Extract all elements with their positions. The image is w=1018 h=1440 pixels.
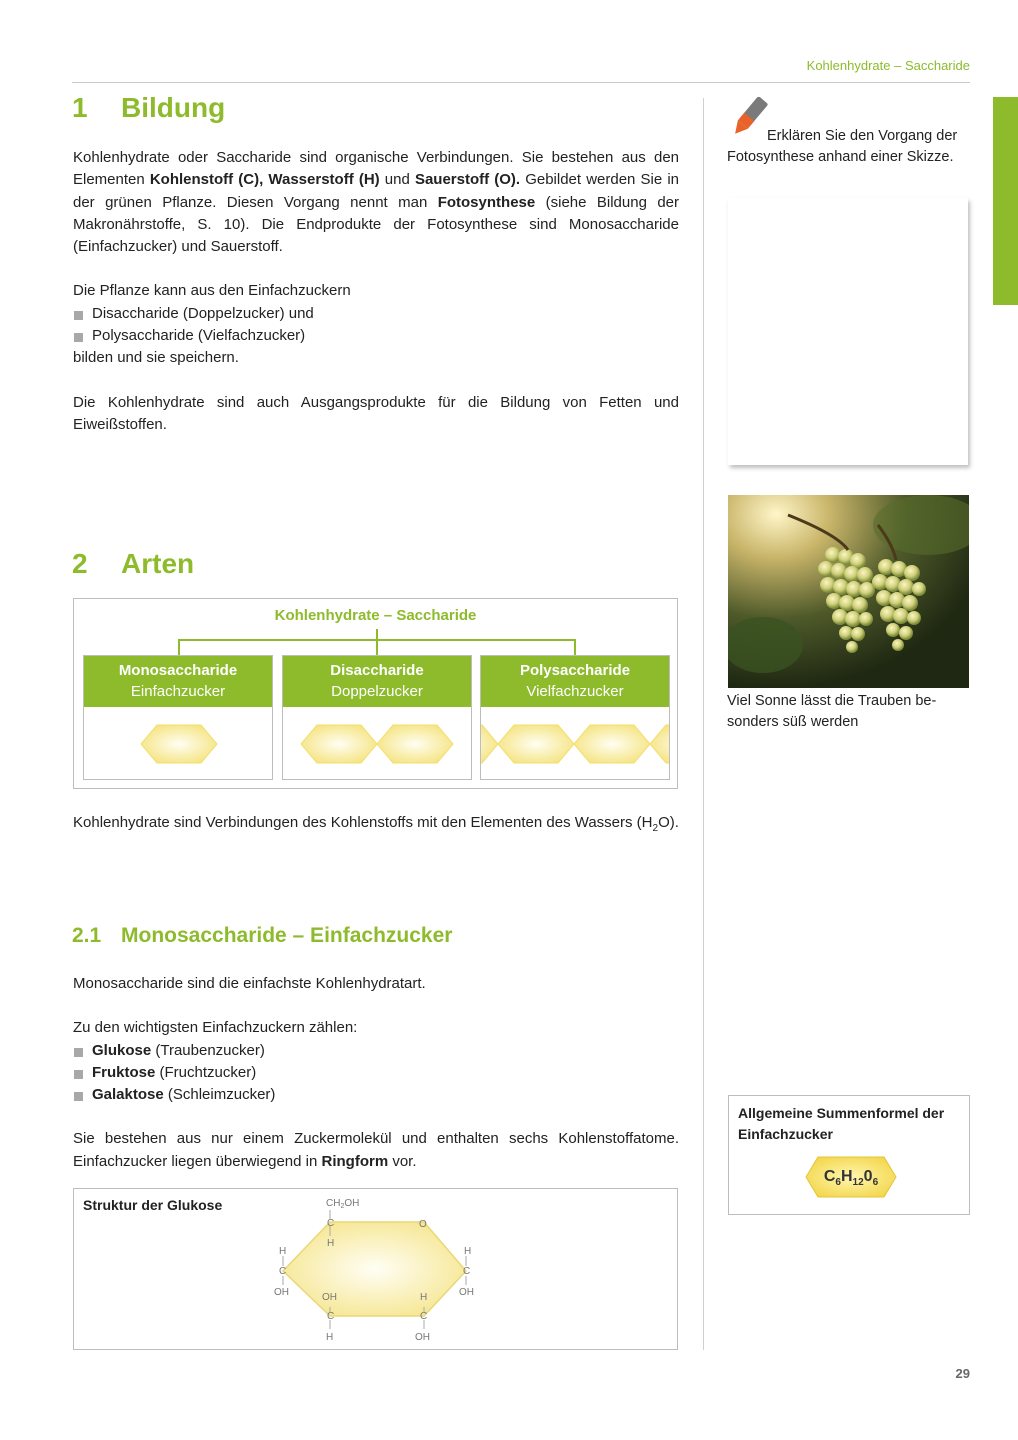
section-number: 1	[72, 92, 88, 123]
grapes-photo	[728, 495, 969, 688]
section-1-heading	[72, 92, 225, 124]
label-h: H	[464, 1246, 472, 1257]
label-c: C	[463, 1266, 471, 1277]
box-header: Disaccharide Doppelzucker	[283, 656, 471, 707]
section-2-1-body	[73, 973, 679, 1173]
disaccharide-box	[282, 655, 472, 780]
label-o: O	[419, 1219, 427, 1230]
paragraph: bilden und sie speichern.	[73, 349, 239, 367]
glucose-ring-diagram	[74, 1189, 677, 1349]
connector-line	[376, 629, 378, 639]
section-2-body	[73, 812, 679, 840]
label-c: C	[279, 1266, 287, 1277]
label-c: C	[327, 1311, 335, 1322]
paragraph: Kohlenhydrate sind Verbindungen des Kohlenstoffs mit den Elementen des Wassers $(H_2O)$.	[73, 814, 679, 834]
running-head: Kohlenhydrate – Saccharide	[806, 58, 970, 73]
monosaccharide-box	[83, 655, 273, 780]
saccharide-types-diagram	[73, 598, 678, 789]
label-h: H	[327, 1238, 335, 1249]
section-title: Arten	[121, 548, 195, 579]
label-c: C	[327, 1218, 335, 1229]
paragraph: Sie bestehen aus nur einem Zuckermolekül und enthalten sechs Kohlenstoffatome. Einfachzucker liegen überwiegend in Ringform vor.	[73, 1130, 679, 1170]
paragraph: Zu den wichtigsten Einfachzuckern zählen:	[73, 1019, 358, 1037]
section-title: Monosaccharide – Einfachzucker	[121, 924, 453, 947]
label-ch2oh: $CH_2OH$	[326, 1198, 360, 1210]
box-header: Monosaccharide Einfachzucker	[84, 656, 272, 707]
label-oh: OH	[322, 1292, 337, 1303]
label-c: C	[420, 1311, 428, 1322]
polysaccharide-box	[480, 655, 670, 780]
paragraph: Monosaccharide sind die einfachste Kohlenhydratart.	[73, 975, 426, 992]
bullet-list	[73, 303, 679, 348]
box-header: Polysaccharide Vielfachzucker	[481, 656, 669, 707]
glucose-structure-box	[73, 1188, 678, 1350]
sketch-area[interactable]	[728, 198, 968, 465]
column-divider	[703, 98, 704, 1350]
multi-hexagon-icon	[481, 707, 670, 780]
section-1-body	[73, 147, 679, 436]
paragraph: Die Kohlenhydrate sind auch Ausgangsprodukte für die Bildung von Fetten und Eiweißstoffen.	[73, 393, 679, 433]
section-title: Bildung	[121, 92, 226, 123]
label-oh: OH	[459, 1287, 474, 1298]
label-oh: OH	[274, 1287, 289, 1298]
section-number: 2	[72, 548, 88, 579]
grapes-image	[728, 495, 969, 688]
label-h: H	[279, 1246, 287, 1257]
list-item: Fruktose (Fruchtzucker)	[73, 1062, 679, 1084]
formula-title: Allgemeine Summenformel der Einfachzucker	[738, 1105, 945, 1142]
label-h: H	[420, 1292, 428, 1303]
connector-line	[178, 639, 180, 655]
paragraph: Die Pflanze kann aus den Einfachzuckern	[73, 282, 351, 300]
paragraph: Kohlenhydrate oder Saccharide sind organische Verbindungen. Sie bestehen aus den Elementen Kohlenstoff (C), Wasserstoff (H) und Sauerstoff (O). Gebildet werden Sie in der grünen Pflanze. Diesen Vorgang nennt man Fotosynthese (siehe Bildung der Makronährstoffe, S. 10). Die Endprodukte der Fotosynthese sind Monosaccharide (Einfachzucker) und Sauerstoff.	[73, 149, 679, 256]
connector-line	[376, 639, 378, 655]
header-rule	[72, 82, 970, 83]
bullet-list	[73, 1040, 679, 1107]
glucose-formula: $C_6H_{12}0_6$	[823, 1168, 879, 1189]
connector-line	[574, 639, 576, 655]
diagram-title: Kohlenhydrate – Saccharide	[274, 607, 477, 624]
double-hexagon-icon	[283, 707, 472, 780]
list-item: Disaccharide (Doppelzucker) und	[73, 303, 679, 325]
glucose-title: Struktur der Glukose	[83, 1197, 223, 1213]
label-oh: OH	[415, 1332, 430, 1343]
page-number: 29	[955, 1366, 970, 1381]
photo-caption: Viel Sonne lässt die Trauben besonders süß werden	[727, 693, 937, 730]
list-item: Galaktose (Schleimzucker)	[73, 1084, 679, 1106]
list-item: Glukose (Traubenzucker)	[73, 1040, 679, 1062]
section-2-heading	[72, 548, 194, 580]
single-hexagon-icon	[84, 707, 273, 780]
chapter-tab-marker	[993, 97, 1018, 305]
label-h: H	[326, 1332, 334, 1343]
section-2-1-heading	[72, 924, 452, 948]
task-text: Erklären Sie den Vorgang der Fotosynthese anhand einer Skizze.	[727, 128, 958, 165]
list-item: Polysaccharide (Vielfachzucker)	[73, 325, 679, 347]
sum-formula-box	[728, 1095, 970, 1215]
section-number: 2.1	[72, 924, 102, 947]
